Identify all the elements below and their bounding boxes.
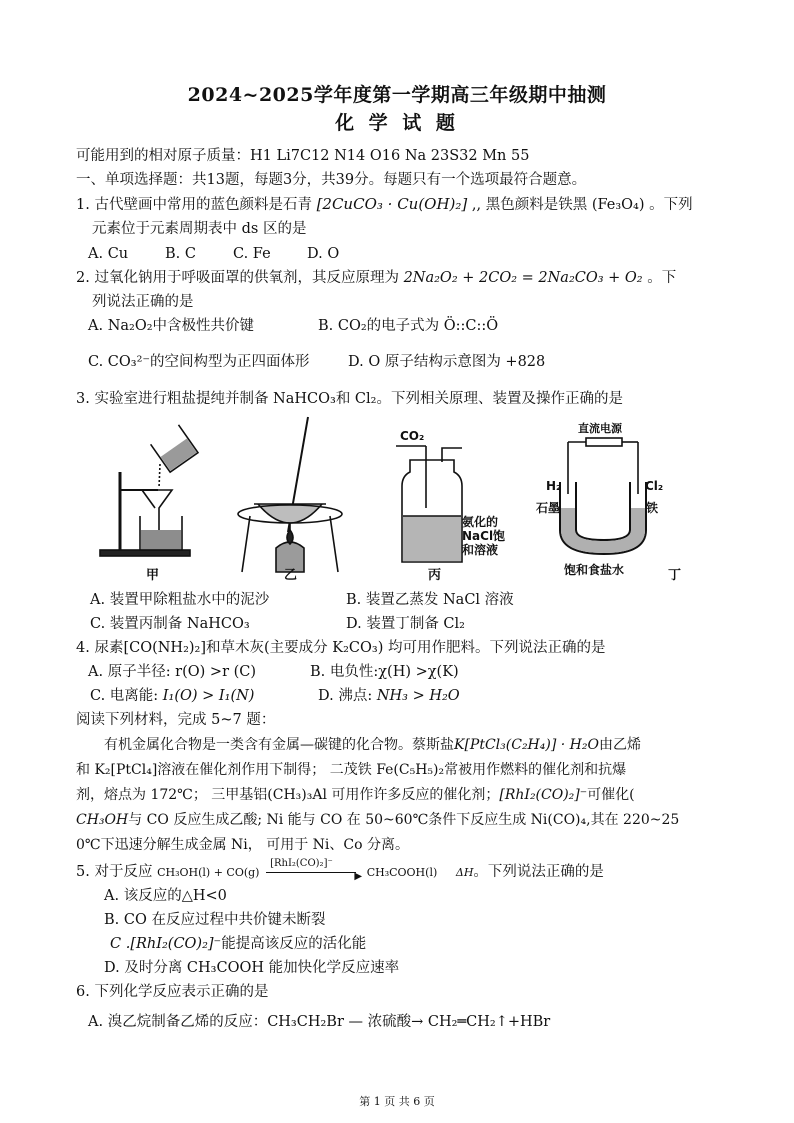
q3-stem: 3. 实验室进行粗盐提纯并制备 NaHCO₃和 Cl₂。下列相关原理、装置及操作正确的是: [76, 391, 623, 407]
q4-option-a: A. 原子半径: r(O) >r (C): [88, 664, 257, 680]
cl2-label: Cl₂: [645, 479, 664, 493]
q2-stem-a: 2. 过氧化钠用于呼吸面罩的供氧剂，其反应原理为: [76, 270, 399, 286]
q5-option-c-text: 能提高该反应的活化能: [221, 936, 367, 952]
apparatus-ding: [536, 421, 663, 577]
q6-stem: 6. 下列化学反应表示正确的是: [76, 984, 269, 1000]
caption-jia: 甲: [146, 568, 160, 583]
q5-option-c-label: C .: [110, 936, 131, 952]
methanol-formula: CH₃OH: [76, 812, 129, 828]
q3-option-b: B. 装置乙蒸发 NaCl 溶液: [346, 592, 514, 608]
nacl-label-3: 和溶液: [462, 543, 499, 557]
q2-option-d: D. O 原子结构示意图为 +828: [348, 354, 546, 370]
q1-option-a: A. Cu: [88, 246, 129, 262]
reading-line4-b: 与 CO 反应生成乙酸; Ni 能与 CO 在 50~60℃条件下反应生成 Ni(CO)₄,其在 220~25: [128, 812, 680, 828]
dc-label: 直流电源: [578, 422, 622, 435]
q5-option-b: B. CO 在反应过程中共价键未断裂: [104, 912, 326, 928]
q6-option-a: A. 溴乙烷制备乙烯的反应：CH₃CH₂Br — 浓硫酸→ CH₂═CH₂↑+HBr: [88, 1014, 551, 1030]
exam-subject: 化 学 试 题: [335, 112, 459, 134]
page-footer: 第 1 页 共 6 页: [359, 1095, 435, 1108]
brine-label: 饱和食盐水: [564, 563, 625, 577]
reading-line1: [104, 734, 641, 756]
q5-stem-a: 5. 对于反应: [76, 864, 153, 880]
q4-option-c-label: C. 电离能:: [90, 688, 163, 704]
q1-stem-b: ,, 黑色颜料是铁黑 (Fe₃O₄) 。下列: [471, 197, 693, 213]
q3-apparatus-figure: [90, 412, 710, 587]
reading-line3-a: 剂，熔点为 172℃； 三甲基铝(CH₃)₃Al 可用作许多反应的催化剂；: [76, 787, 500, 803]
reading-line4: [76, 809, 679, 831]
q2-option-b: B. CO₂的电子式为 Ö::C::Ö: [318, 318, 499, 334]
q2-equation: 2Na₂O₂ + 2CO₂ = 2Na₂CO₃ + O₂: [403, 270, 643, 286]
q1-option-d: D. O: [307, 246, 340, 262]
graphite-label: 石墨: [536, 501, 561, 515]
q1-formula: [2CuCO₃ · Cu(OH)₂]: [316, 195, 468, 213]
reading-line5: 0℃下迅速分解生成金属 Ni， 可用于 Ni、Co 分离。: [76, 837, 409, 853]
q5-option-a: A. 该反应的△H<0: [104, 888, 227, 904]
reading-line3-c: 可催化(: [587, 787, 635, 803]
q4-option-c: [90, 686, 254, 706]
q3-option-a: A. 装置甲除粗盐水中的泥沙: [90, 592, 270, 608]
apparatus-yi: [238, 417, 342, 572]
q5-stem-b: 。下列说法正确的是: [473, 864, 604, 880]
q4-stem: 4. 尿素[CO(NH₂)₂]和草木灰(主要成分 K₂CO₃) 均可用作肥料。下列说法正确的是: [76, 640, 606, 656]
q2-stem-line1: [76, 268, 676, 288]
caption-bing: 丙: [428, 568, 442, 583]
reading-line2: 和 K₂[PtCl₄]溶液在催化剂作用下制得； 二茂铁 Fe(C₅H₅)₂常被用作燃料的催化剂和抗爆: [76, 762, 627, 778]
exam-title: 2024~2025学年度第一学期高三年级期中抽测: [187, 84, 607, 106]
reading-line1-a: 有机金属化合物是一类含有金属—碳键的化合物。蔡斯盐: [104, 737, 454, 753]
q3-option-c: C. 装置丙制备 NaHCO₃: [90, 616, 250, 632]
q1-option-c: C. Fe: [233, 246, 271, 262]
q5-delta-h: ΔH: [455, 866, 474, 879]
rh-catalyst-formula: [RhI₂(CO)₂]⁻: [499, 787, 588, 803]
co2-label: CO₂: [400, 429, 425, 443]
q2-stem-line2: 列说法正确的是: [92, 294, 194, 310]
nacl-label-2: NaCl饱: [462, 529, 506, 543]
nacl-label-1: 氨化的: [462, 515, 499, 529]
q4-option-d: [318, 686, 460, 706]
q4-option-d-label: D. 沸点:: [318, 688, 377, 704]
q1-stem-line1: [76, 194, 693, 215]
iron-label: 铁: [646, 501, 659, 515]
q5-stem: [76, 858, 604, 883]
caption-yi: 乙: [284, 568, 298, 583]
q5-option-d: D. 及时分离 CH₃COOH 能加快化学反应速率: [104, 960, 400, 976]
h2-label: H₂: [546, 479, 562, 493]
reading-line1-c: 由乙烯: [598, 737, 641, 753]
q4-option-b: B. 电负性:χ(H) >χ(K): [310, 664, 459, 680]
apparatus-bing: [396, 429, 505, 562]
q5-option-c-formula: [RhI₂(CO)₂]⁻: [130, 936, 222, 952]
q3-option-d: D. 装置丁制备 Cl₂: [346, 616, 465, 632]
q1-stem-line2: 元素位于元素周期表中 ds 区的是: [92, 221, 307, 237]
q5-product: CH₃COOH(l): [366, 866, 438, 879]
q2-option-a: A. Na₂O₂中含极性共价键: [88, 318, 255, 334]
reading-line3: [76, 784, 635, 806]
zeise-salt-formula: K[PtCl₃(C₂H₄)] · H₂O: [454, 737, 599, 753]
q4-option-c-formula: I₁(O) > I₁(N): [162, 688, 255, 704]
q5-catalyst: [RhI₂(CO)₂]⁻: [270, 858, 333, 869]
reading-intro: 阅读下列材料，完成 5~7 题：: [76, 712, 276, 728]
atomic-masses: 可能用到的相对原子质量：H1 Li7C12 N14 O16 Na 23S32 Mn 55: [76, 148, 530, 164]
q5-reactants: CH₃OH(l) + CO(g): [157, 866, 260, 879]
section-heading: 一、单项选择题：共13题，每题3分，共39分。每题只有一个选项最符合题意。: [76, 172, 587, 188]
caption-ding: 丁: [668, 568, 682, 583]
apparatus-jia: [100, 425, 198, 556]
q4-option-d-formula: NH₃ > H₂O: [376, 688, 460, 704]
q1-stem-a: 1. 古代壁画中常用的蓝色颜料是石青: [76, 197, 312, 213]
q1-option-b: B. C: [165, 246, 196, 262]
q2-stem-b: 。下: [647, 270, 677, 286]
q5-option-c: [110, 934, 366, 954]
q2-option-c: C. CO₃²⁻的空间构型为正四面体形: [88, 354, 310, 370]
q5-arrow: [RhI₂(CO)₂]⁻ ▶: [264, 866, 362, 878]
